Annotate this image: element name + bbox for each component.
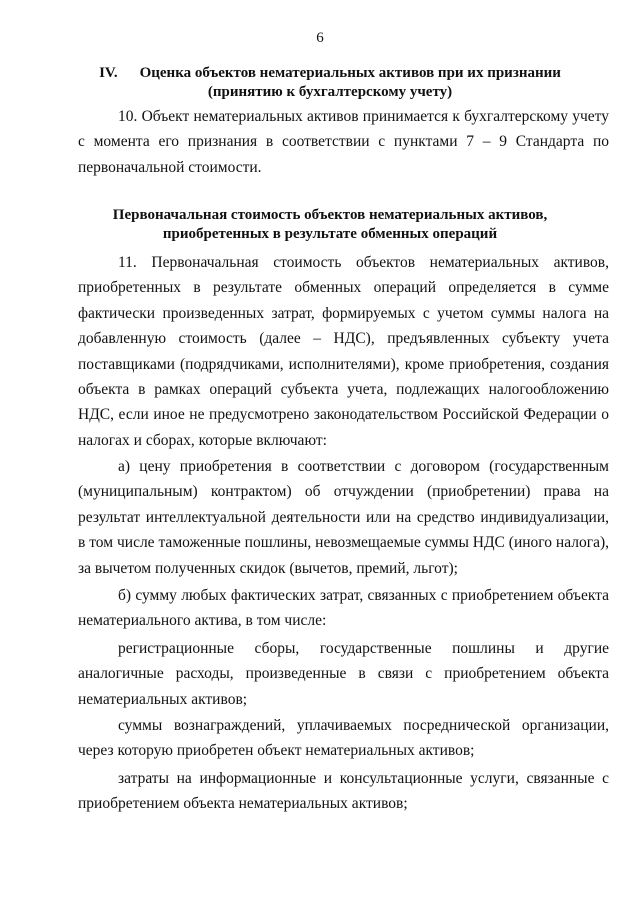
subheading: Первоначальная стоимость объектов нематериальных активов, приобретенных в результате обменных операций [112,207,548,242]
cost-item-registration-fees: регистрационные сборы, государственные пошлины и другие аналогичные расходы, произведенные в связи с приобретением объекта нематериальных активов; [78,640,609,708]
cost-item-intermediary-fees: суммы вознаграждений, уплачиваемых посреднической организации, через которую приобретен объект нематериальных активов; [78,717,609,760]
list-item-b: б) сумму любых фактических затрат, связанных с приобретением объекта нематериального актива, в том числе: [78,587,609,630]
section-title: Оценка объектов нематериальных активов при их признании (принятию к бухгалтерскому учету) [139,65,561,100]
paragraph-10: 10. Объект нематериальных активов принимается к бухгалтерскому учету с момента его признания в соответствии с пунктами 7 – 9 Стандарта по первоначальной стоимости. [78,108,609,176]
section-numeral: IV. [99,65,118,81]
list-item-a: а) цену приобретения в соответствии с договором (государственным (муниципальным) контрактом) об отчуждении (приобретении) права на результат интеллектуальной деятельности или на средство индивидуализации, в том числе таможенные пошлины, невозмещаемые суммы НДС (иного налога), за вычетом полученных скидок (вычетов, премий, льгот); [78,458,609,577]
page-number: 6 [316,30,324,46]
section-heading [80,64,580,102]
cost-item-consulting-services: затраты на информационные и консультационные услуги, связанные с приобретением объекта нематериальных активов; [78,770,609,813]
paragraph-11: 11. Первоначальная стоимость объектов нематериальных активов, приобретенных в результате обменных операций определяется в сумме фактически произведенных затрат, формируемых с учетом суммы налога на добавленную стоимость (далее – НДС), предъявленных субъекту учета поставщиками (подрядчиками, исполнителями), кроме приобретения, создания объекта в рамках операций субъекта учета, подлежащих налогообложению НДС, если иное не предусмотрено законодательством Российской Федерации о налогах и сборах, которые включают: [78,254,609,449]
